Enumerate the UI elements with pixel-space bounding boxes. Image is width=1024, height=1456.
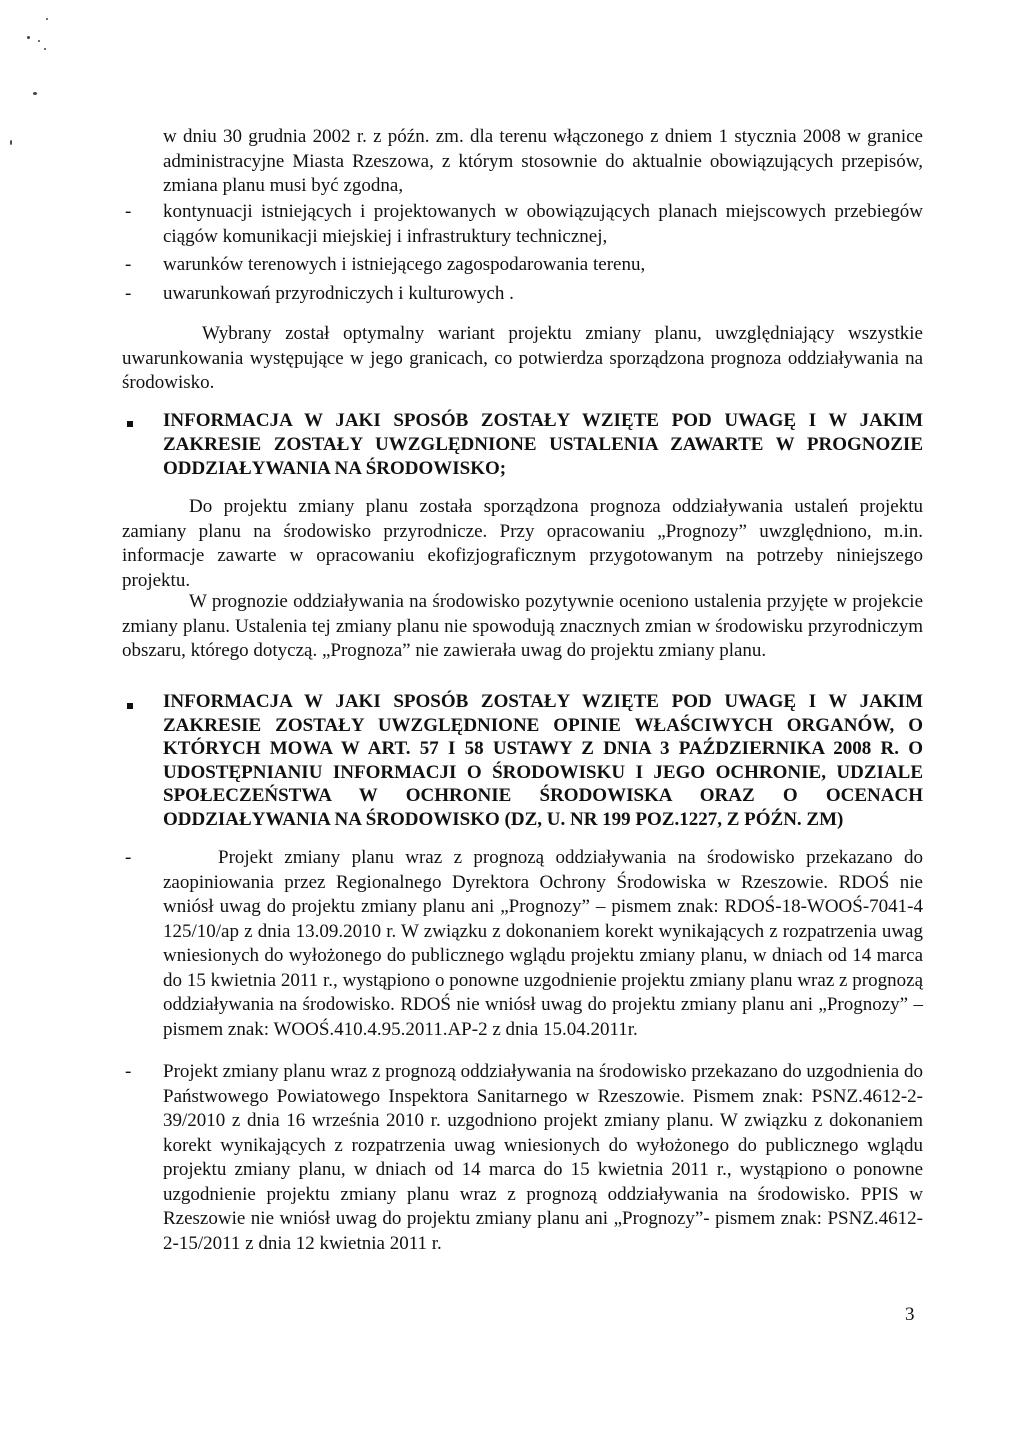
bullet-marker	[127, 421, 133, 427]
opinion-item: Projekt zmiany planu wraz z prognozą oddziaływania na środowisko przekazano do zaopiniowania przez Regionalnego Dyrektora Ochrony Środowiska w Rzeszowie. RDOŚ nie wniósł uwag do projektu zmiany planu ani „Prognozy” – pismem znak: RDOŚ-18-WOOŚ-7041-4 125/10/ap z dnia 13.09.2010 r. W związku z dokonaniem korekt wynikających z rozpatrzenia uwag wniesionych do wyłożonego do publicznego wglądu projektu zmiany planu, w dniach od 14 marca do 15 kwietnia 2011 r., wystąpiono o ponowne uzgodnienie projektu zmiany planu wraz z prognozą oddziaływania na środowisko. RDOŚ nie wniósł uwag do projektu zmiany planu ani „Prognozy” – pismem znak: WOOŚ.410.4.95.2011.AP-2 z dnia 15.04.2011r.	[163, 847, 923, 1040]
section-heading: INFORMACJA W JAKI SPOSÓB ZOSTAŁY WZIĘTE POD UWAGĘ I W JAKIM ZAKRESIE ZOSTAŁY UWZGLĘDNIONE OPINIE WŁAŚCIWYCH ORGANÓW, O KTÓRYCH MOWA W ART. 57 I 58 USTAWY Z DNIA 3 PAŹDZIERNIKA 2008 R. O UDOSTĘPNIANIU INFORMACJI O ŚRODOWISKU I JEGO OCHRONIE, UDZIALE SPOŁECZEŃSTWA W OCHRONIE ŚRODOWISKA ORAZ O OCENACH ODDZIAŁYWANIA NA ŚRODOWISKO (DZ, U. NR 199 POZ.1227, Z PÓŹN. ZM)	[163, 691, 923, 830]
section-heading: INFORMACJA W JAKI SPOSÓB ZOSTAŁY WZIĘTE POD UWAGĘ I W JAKIM ZAKRESIE ZOSTAŁY UWZGLĘDNIONE USTALENIA ZAWARTE W PROGNOZIE ODDZIAŁYWANIA NA ŚRODOWISKO;	[163, 410, 923, 479]
dash-marker: -	[125, 847, 132, 868]
section-paragraph: W prognozie oddziaływania na środowisko pozytywnie oceniono ustalenia przyjęte w projekcie zmiany planu. Ustalenia tej zmiany planu nie spowodują znacznych zmian w środowisku przyrodniczym obszaru, którego dotyczą. „Prognoza” nie zawierała uwag do projektu zmiany planu.	[122, 591, 923, 661]
bullet-marker	[127, 703, 133, 709]
dash-marker: -	[125, 283, 132, 304]
opinion-item: Projekt zmiany planu wraz z prognozą oddziaływania na środowisko przekazano do uzgodnienia do Państwowego Powiatowego Inspektora Sanitarnego w Rzeszowie. Pismem znak: PSNZ.4612-2-39/2010 z dnia 16 września 2010 r. uzgodniono projekt zmiany planu. W związku z dokonaniem korekt wynikających z rozpatrzenia uwag wniesionych do wyłożonego do publicznego wglądu projektu zmiany planu, w dniach od 14 marca do 15 kwietnia 2011 r., wystąpiono o ponowne uzgodnienie projektu zmiany planu wraz z prognozą oddziaływania na środowisko. PPIS w Rzeszowie nie wniósł uwag do projektu zmiany planu ani „Prognozy”- pismem znak: PSNZ.4612-2-15/2011 z dnia 12 kwietnia 2011 r.	[163, 1061, 923, 1254]
condition-item: uwarunkowań przyrodniczych i kulturowych .	[163, 283, 514, 304]
dash-marker: -	[125, 1061, 132, 1082]
selected-variant-paragraph: Wybrany został optymalny wariant projektu zmiany planu, uwzględniający wszystkie uwarunkowania występujące w jego granicach, co potwierdza sporządzona prognoza oddziaływania na środowisko.	[122, 323, 923, 393]
condition-item: warunków terenowych i istniejącego zagospodarowania terenu,	[163, 254, 646, 275]
section-paragraph: Do projektu zmiany planu została sporządzona prognoza oddziaływania ustaleń projektu zamiany planu na środowisko przyrodnicze. Przy opracowaniu „Prognozy” uwzględniono, m.in. informacje zawarte w opracowaniu ekofizjograficznym przygotowanym na potrzeby niniejszego projektu.	[122, 496, 923, 591]
page-number: 3	[905, 1304, 915, 1325]
dash-marker: -	[125, 254, 132, 275]
condition-item: kontynuacji istniejących i projektowanych w obowiązujących planach miejscowych przebiegów ciągów komunikacji miejskiej i infrastruktury technicznej,	[163, 201, 923, 247]
dash-marker: -	[125, 201, 132, 222]
intro-paragraph: w dniu 30 grudnia 2002 r. z późn. zm. dla terenu włączonego z dniem 1 stycznia 2008 w granice administracyjne Miasta Rzeszowa, z którym stosownie do aktualnie obowiązujących przepisów, zmiana planu musi być zgodna,	[163, 126, 923, 196]
